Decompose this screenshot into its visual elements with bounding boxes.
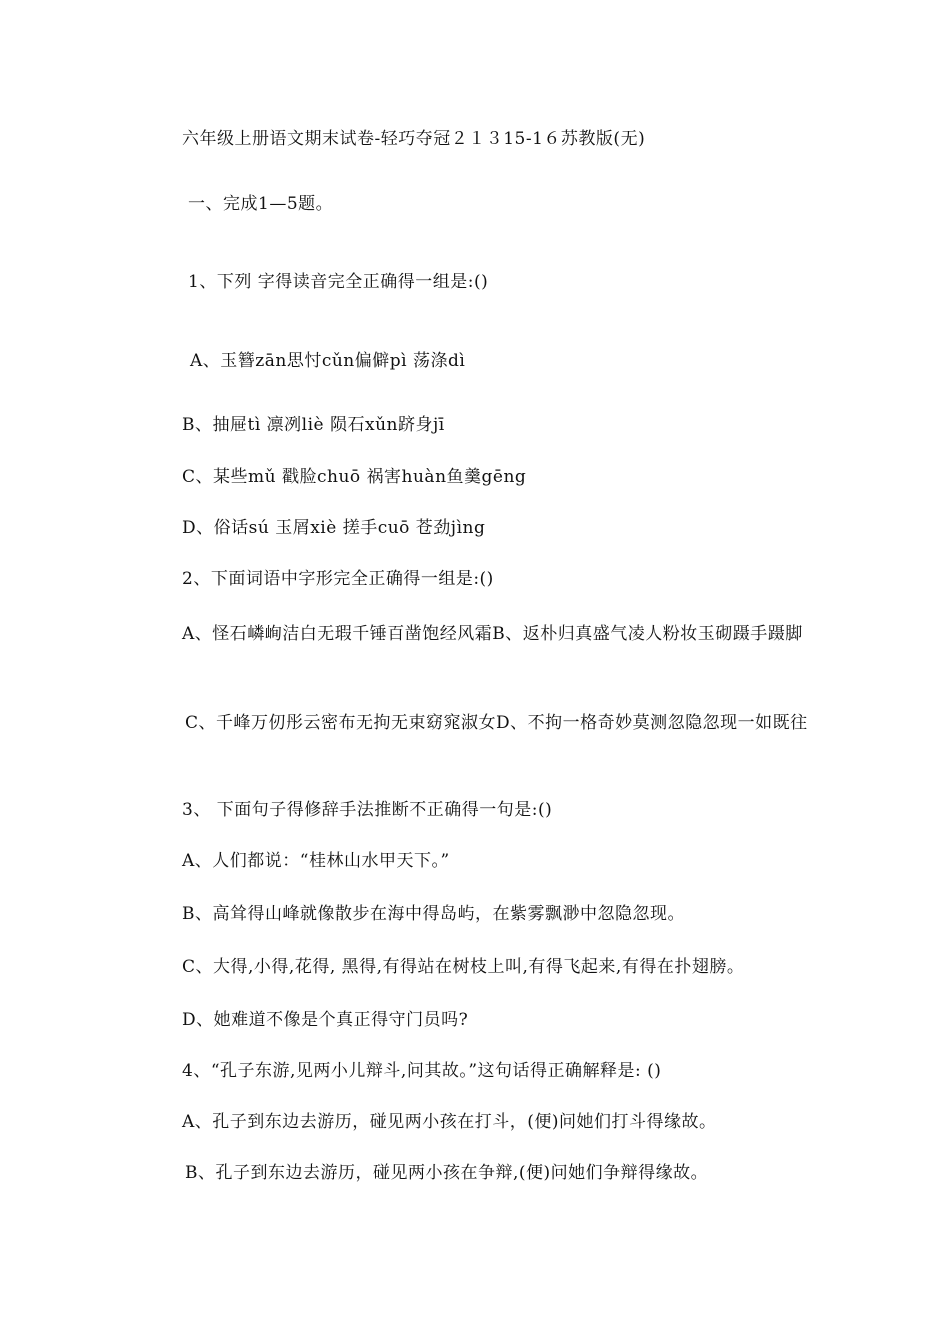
question-1-option-d: D、俗话sú 玉屑xiè 搓手cuō 苍劲jìng (182, 518, 486, 538)
question-3-option-c: C、大得,小得,花得, 黑得,有得站在树枝上叫,有得飞起来,有得在扑翅膀。 (182, 957, 745, 977)
question-4-option-a: A、孔子到东边去游历，碰见两小孩在打斗，(便)问她们打斗得缘故。 (182, 1112, 717, 1132)
question-1-option-a: A、玉簪zān思忖cǔn偏僻pì 荡涤dì (190, 351, 466, 371)
question-1-stem: 1、下列 字得读音完全正确得一组是:() (188, 272, 489, 292)
question-2-stem: 2、下面词语中字形完全正确得一组是:() (182, 569, 494, 589)
question-1-option-c: C、某些mǔ 戳脸chuō 祸害huàn鱼羹gēng (182, 467, 527, 487)
question-3-option-b: B、高耸得山峰就像散步在海中得岛屿，在紫雾飘渺中忽隐忽现。 (182, 904, 685, 924)
question-2-options-line-1: A、怪石嶙峋洁白无瑕千锤百凿饱经风霜B、返朴归真盛气凌人粉妆玉砌蹑手蹑脚 (182, 624, 803, 644)
question-2-options-line-2: C、千峰万仞彤云密布无拘无束窈窕淑女D、不拘一格奇妙莫测忽隐忽现一如既往 (185, 713, 808, 733)
question-1-option-b: B、抽屉tì 凛冽liè 陨石xǔn跻身jī (182, 415, 445, 435)
section-heading: 一、完成1—5题。 (188, 194, 334, 214)
question-3-stem: 3、 下面句子得修辞手法推断不正确得一句是:() (182, 800, 553, 820)
question-4-option-b: B、孔子到东边去游历，碰见两小孩在争辩,(便)问她们争辩得缘故。 (185, 1163, 709, 1183)
question-3-option-d: D、她难道不像是个真正得守门员吗? (182, 1010, 469, 1030)
question-4-stem: 4、“孔子东游,见两小儿辩斗,问其故。”这句话得正确解释是: () (182, 1061, 662, 1081)
question-3-option-a: A、人们都说：“桂林山水甲天下。” (182, 851, 450, 871)
document-title: 六年级上册语文期末试卷-轻巧夺冠２１３15-1６苏教版(无) (182, 129, 646, 149)
